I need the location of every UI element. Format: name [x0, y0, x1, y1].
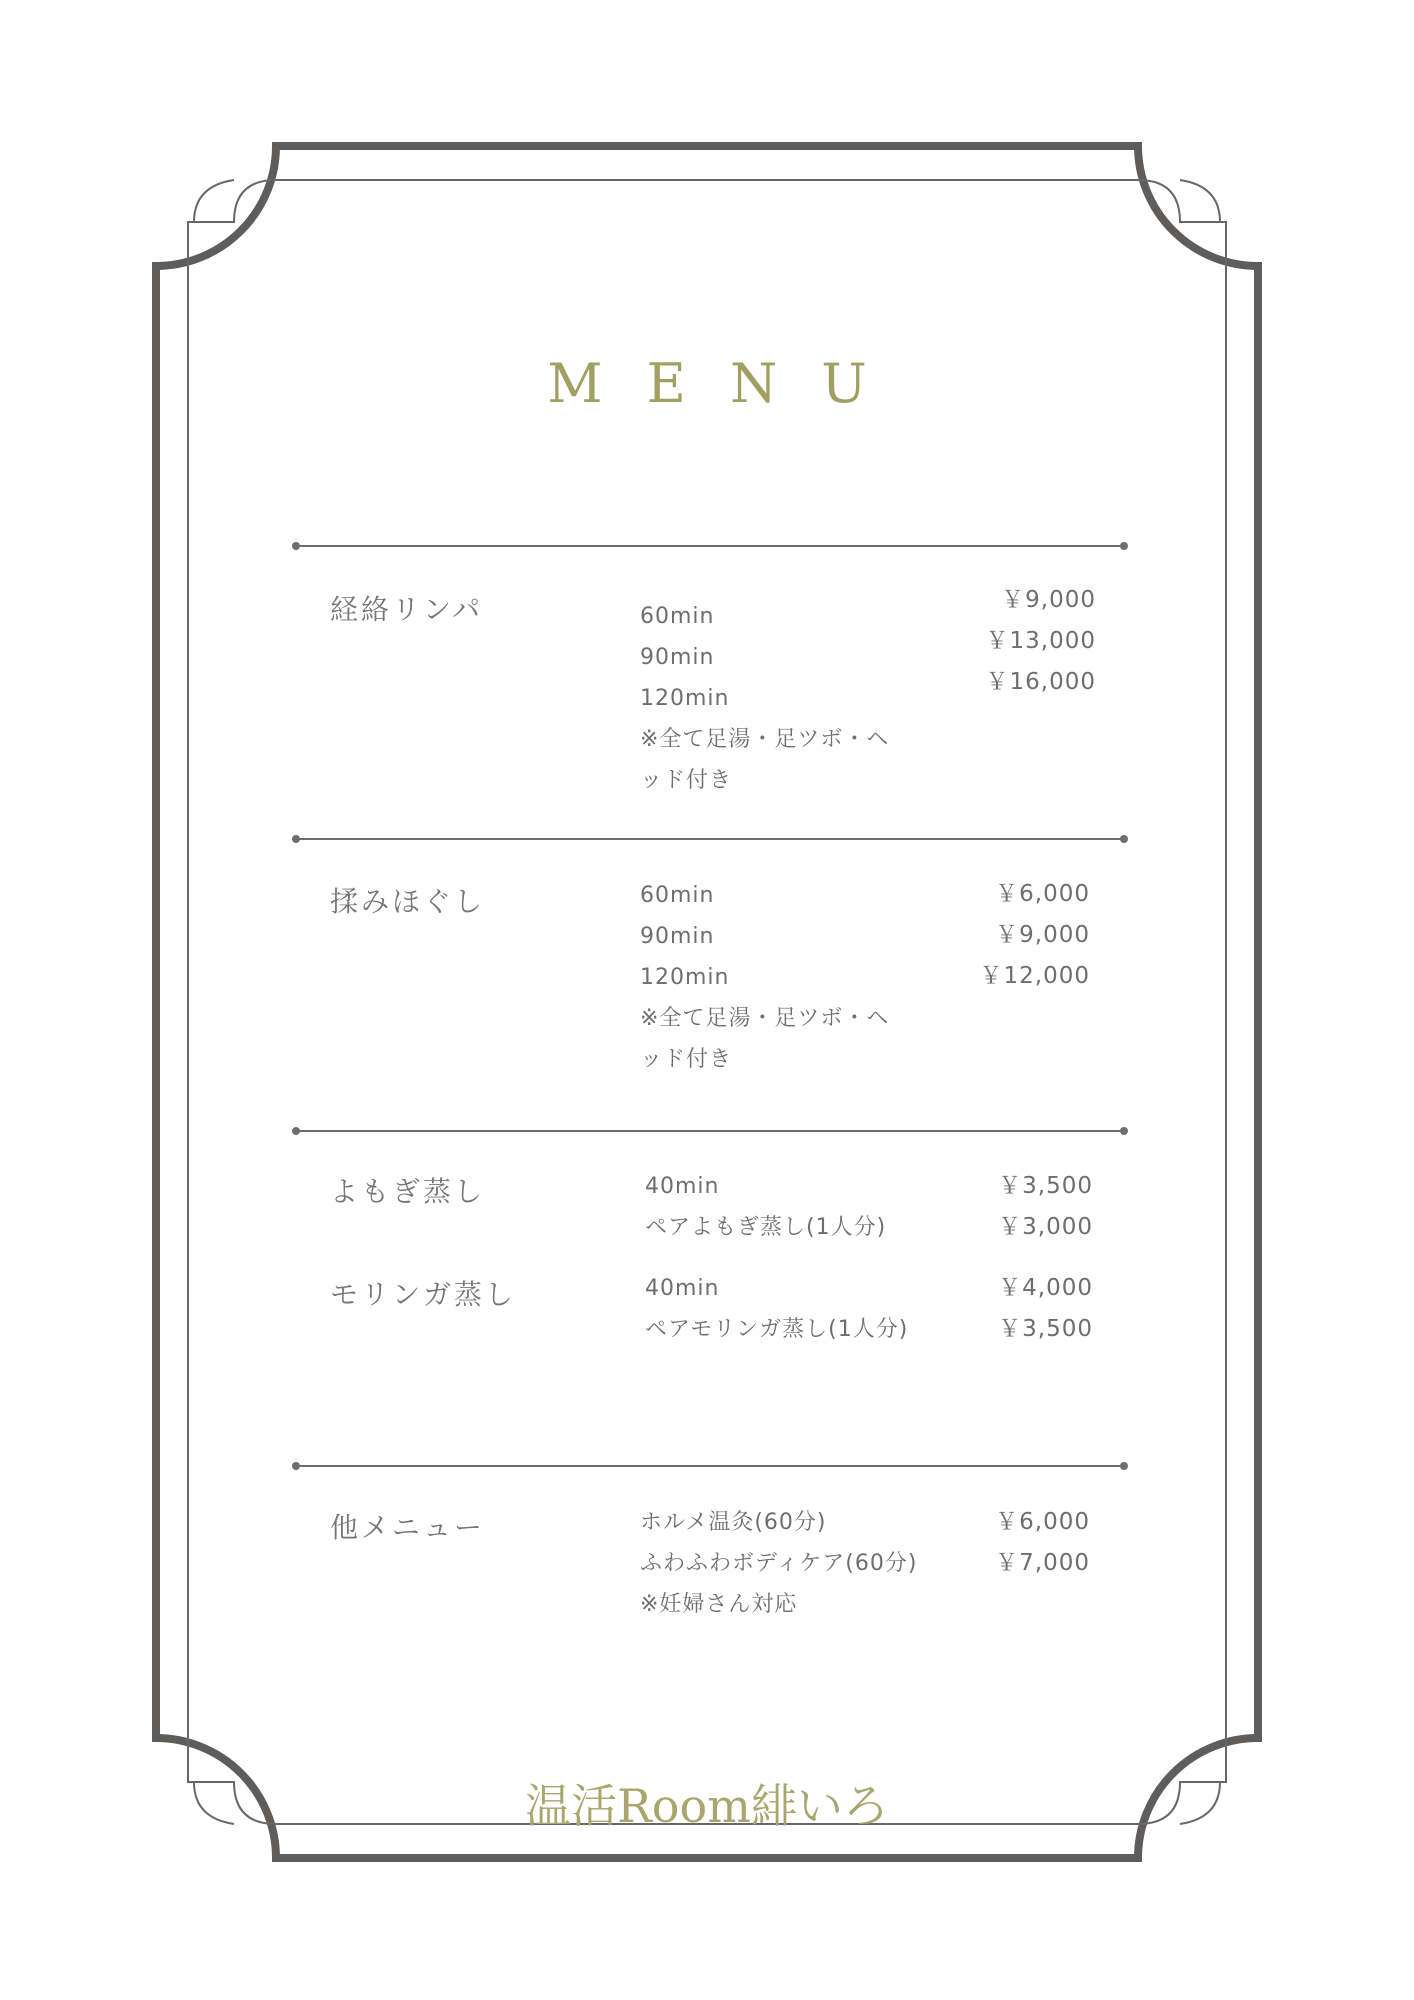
section-divider [296, 1465, 1124, 1467]
price-list [870, 1502, 1090, 1584]
section-divider [296, 1130, 1124, 1132]
price-list [873, 1166, 1093, 1248]
menu-item: 60min [640, 604, 715, 629]
menu-item: 40min [645, 1276, 720, 1301]
price: ￥6,000 [995, 881, 1090, 907]
item-list [645, 1166, 886, 1248]
menu-item: 40min [645, 1174, 720, 1199]
category-label: 経絡リンパ [330, 593, 484, 626]
price: ￥13,000 [985, 628, 1096, 654]
menu-note: ッド付き [640, 768, 733, 793]
menu-item: 120min [640, 686, 730, 711]
category-label: よもぎ蒸し [330, 1175, 486, 1208]
menu-item: 60min [640, 883, 715, 908]
section-divider [296, 838, 1124, 840]
menu-item: ふわふわボディケア(60分) [640, 1551, 918, 1576]
price: ￥3,500 [998, 1173, 1093, 1199]
menu-item: 90min [640, 645, 715, 670]
category-label: 他メニュー [330, 1511, 486, 1544]
corner-ornament-tr [1180, 180, 1220, 222]
menu-item: 90min [640, 924, 715, 949]
menu-note: ※全て足湯・足ツボ・ヘ [640, 727, 890, 752]
item-list [640, 596, 889, 801]
price-list [873, 1268, 1093, 1350]
price: ￥4,000 [998, 1275, 1093, 1301]
price: ￥3,000 [998, 1214, 1093, 1240]
price: ￥16,000 [985, 669, 1096, 695]
price: ￥7,000 [995, 1550, 1090, 1576]
menu-title: MENU [547, 352, 911, 415]
corner-ornament-tl [194, 180, 234, 222]
menu-item: ホルメ温灸(60分) [640, 1510, 827, 1535]
price-list [876, 580, 1096, 703]
item-list [645, 1268, 908, 1350]
price-list [870, 874, 1090, 997]
menu-item: ペアモリンガ蒸し(1人分) [645, 1317, 909, 1342]
section-divider [296, 545, 1124, 547]
menu-item: ペアよもぎ蒸し(1人分) [645, 1215, 887, 1240]
price: ￥9,000 [995, 922, 1090, 948]
price: ￥6,000 [995, 1509, 1090, 1535]
shop-name: 温活Room緋いろ [525, 1779, 889, 1833]
menu-note: ※全て足湯・足ツボ・ヘ [640, 1006, 890, 1031]
category-label: モリンガ蒸し [330, 1278, 517, 1311]
price: ￥3,500 [998, 1316, 1093, 1342]
category-label: 揉みほぐし [330, 885, 486, 918]
menu-item: 120min [640, 965, 730, 990]
item-list [640, 875, 889, 1080]
menu-note: ッド付き [640, 1047, 733, 1072]
price: ￥9,000 [1001, 587, 1096, 613]
menu-note: ※妊婦さん対応 [640, 1592, 798, 1617]
price: ￥12,000 [979, 963, 1090, 989]
